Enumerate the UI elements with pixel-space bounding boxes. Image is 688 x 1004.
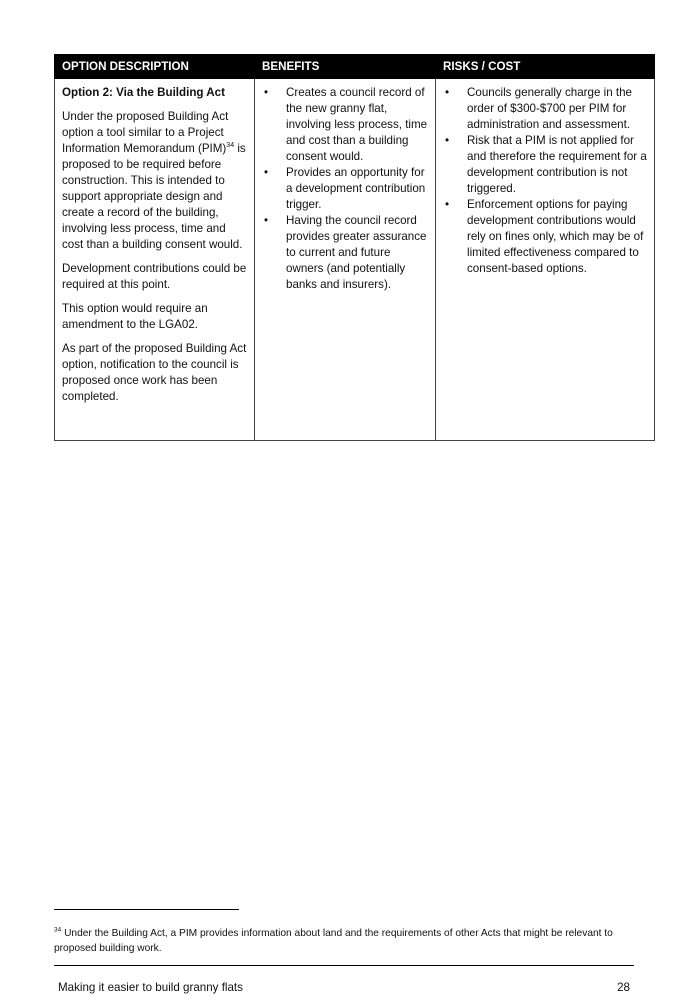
option-paragraph bbox=[62, 109, 247, 253]
list-item: • Having the council record provides greater assurance to current and future owners (and potentially banks and insurers). bbox=[262, 213, 428, 293]
footnote-number: 34 bbox=[54, 926, 62, 934]
header-benefits: BENEFITS bbox=[255, 55, 436, 79]
list-item: • Creates a council record of the new granny flat, involving less process, time and cost than a building consent would. bbox=[262, 85, 428, 165]
table-header-row bbox=[55, 55, 655, 79]
header-risks-cost: RISKS / COST bbox=[436, 55, 655, 79]
footer-document-title: Making it easier to build granny flats bbox=[58, 981, 243, 994]
risks-list bbox=[443, 85, 647, 277]
option-paragraph: Development contributions could be required at this point. bbox=[62, 262, 247, 291]
footer-divider bbox=[54, 965, 634, 966]
option-paragraph-text: is proposed to be required before construction. This is intended to support appropriate design and create a record of the building, involving less process, time and cost than a building consent would. bbox=[62, 142, 246, 251]
list-item: • Risk that a PIM is not applied for and therefore the requirement for a development contribution is not triggered. bbox=[443, 133, 647, 197]
table-row bbox=[55, 79, 655, 441]
header-option-description: OPTION DESCRIPTION bbox=[55, 55, 255, 79]
benefits-cell bbox=[255, 79, 436, 441]
page-number: 28 bbox=[617, 981, 630, 994]
option-paragraph: This option would require an amendment to the LGA02. bbox=[62, 302, 208, 331]
options-table bbox=[54, 54, 655, 441]
option-description-cell bbox=[55, 79, 255, 441]
footnote-text: Under the Building Act, a PIM provides information about land and the requirements of other Acts that might be relevant to proposed building work. bbox=[54, 928, 613, 954]
option-title: Option 2: Via the Building Act bbox=[62, 86, 225, 99]
footnote-divider bbox=[54, 909, 239, 910]
list-item: • Provides an opportunity for a development contribution trigger. bbox=[262, 165, 428, 213]
option-paragraph: As part of the proposed Building Act option, notification to the council is proposed once work has been completed. bbox=[62, 342, 247, 403]
benefits-list bbox=[262, 85, 428, 293]
risks-cost-cell bbox=[436, 79, 655, 441]
option-paragraph-text: Under the proposed Building Act option a tool similar to a Project Information Memorandum (PIM) bbox=[62, 110, 229, 155]
footnote bbox=[54, 926, 644, 956]
list-item: • Enforcement options for paying development contributions would rely on fines only, which may be of limited effectiveness compared to consent-based options. bbox=[443, 197, 647, 277]
footnote-reference: 34 bbox=[226, 142, 235, 150]
list-item: • Councils generally charge in the order of $300-$700 per PIM for administration and assessment. bbox=[443, 85, 647, 133]
